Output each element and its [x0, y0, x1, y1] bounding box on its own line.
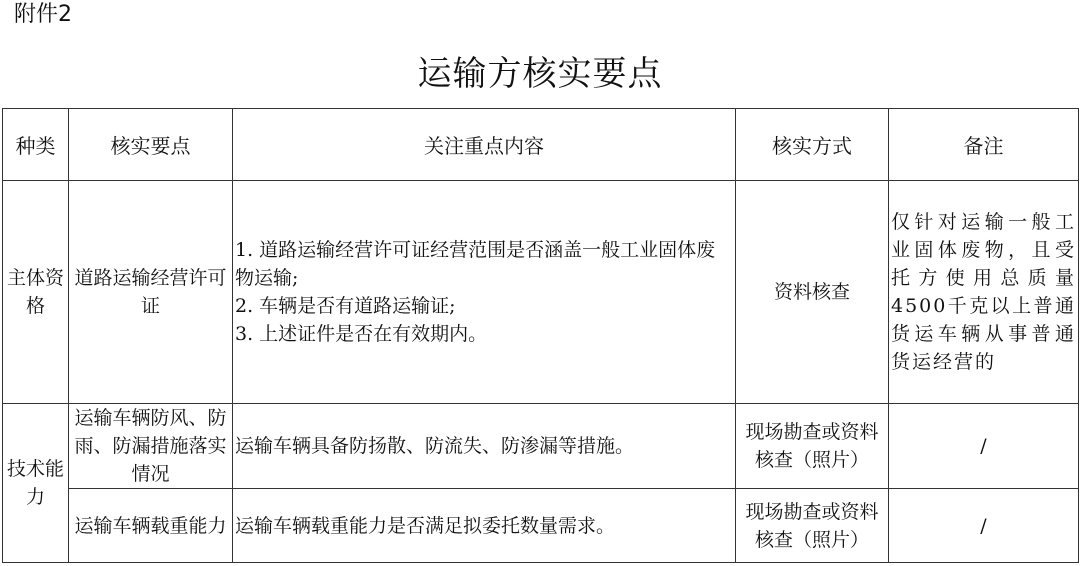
table-header-row [3, 109, 1079, 181]
header-category: 种类 [3, 109, 69, 181]
header-remark: 备注 [889, 109, 1079, 181]
content-cell: 运输车辆具备防扬散、防流失、防渗漏等措施。 [233, 404, 736, 489]
remark-cell: 仅针对运输一般工业固体废物，且受托方使用总质量4500千克以上普通货运车辆从事普通货运经营的 [889, 181, 1079, 404]
attachment-label: 附件2 [14, 2, 72, 27]
content-line: 1. 道路运输经营许可证经营范围是否涵盖一般工业固体废物运输; [235, 239, 716, 289]
remark-cell: / [889, 489, 1079, 563]
point-cell: 运输车辆防风、防雨、防漏措施落实情况 [69, 404, 233, 489]
method-cell: 现场勘查或资料核查（照片） [736, 489, 889, 563]
point-cell: 道路运输经营许可证 [69, 181, 233, 404]
table-row [3, 489, 1079, 563]
method-cell: 资料核查 [736, 181, 889, 404]
content-cell: 运输车辆载重能力是否满足拟委托数量需求。 [233, 489, 736, 563]
header-method: 核实方式 [736, 109, 889, 181]
content-line: 3. 上述证件是否在有效期内。 [235, 323, 488, 345]
remark-cell: / [889, 404, 1079, 489]
method-cell: 现场勘查或资料核查（照片） [736, 404, 889, 489]
category-cell: 主体资格 [3, 181, 69, 404]
table-row [3, 404, 1079, 489]
header-content: 关注重点内容 [233, 109, 736, 181]
table-row [3, 181, 1079, 404]
page-title: 运输方核实要点 [417, 54, 663, 94]
content-line: 2. 车辆是否有道路运输证; [235, 295, 456, 317]
point-cell: 运输车辆载重能力 [69, 489, 233, 563]
verification-table [2, 108, 1079, 563]
header-point: 核实要点 [69, 109, 233, 181]
category-cell: 技术能力 [3, 404, 69, 563]
content-cell [233, 181, 736, 404]
